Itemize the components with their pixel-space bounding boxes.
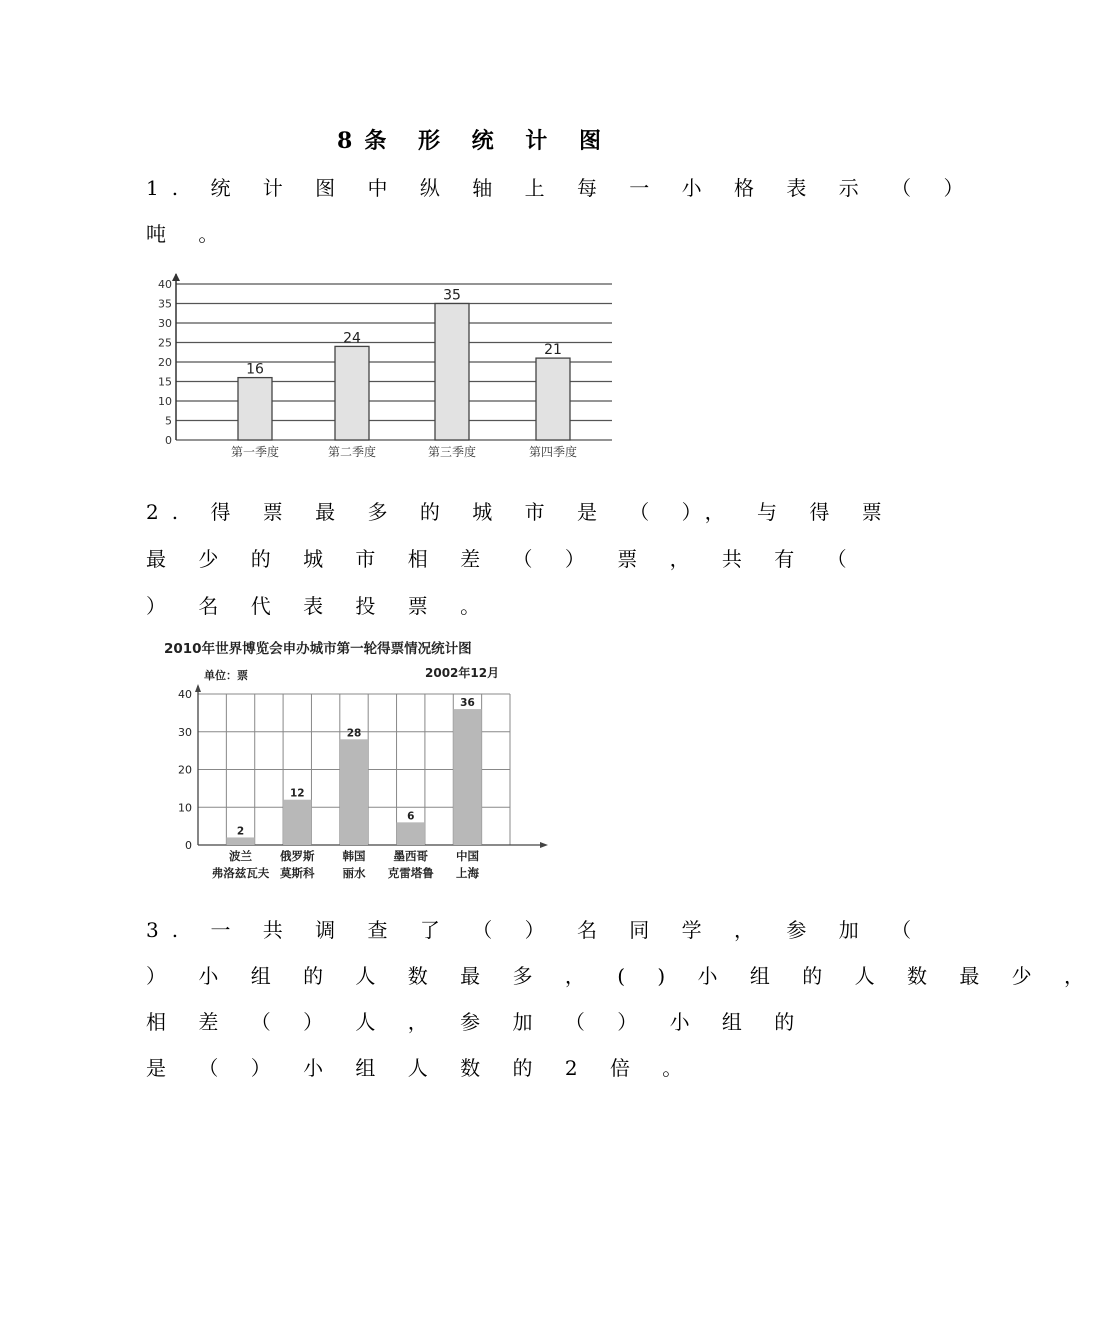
y-tick-label: 0 — [165, 434, 172, 447]
bar — [335, 346, 369, 440]
bar — [453, 709, 481, 845]
x-tick-label-line2: 莫斯科 — [280, 866, 315, 880]
x-tick-label: 中国 — [455, 849, 479, 863]
y-tick-label: 15 — [158, 375, 172, 389]
y-tick-label: 10 — [178, 801, 192, 815]
x-tick-label: 俄罗斯 — [280, 849, 315, 863]
x-tick-label: 第一季度 — [230, 445, 280, 459]
y-tick-label: 0 — [185, 839, 192, 852]
q1-line2: 吨 。 — [146, 222, 232, 246]
y-tick-label: 40 — [178, 688, 192, 701]
data-label: 24 — [343, 330, 361, 347]
y-tick-label: 30 — [158, 317, 172, 330]
chart-title: 2010年世界博览会申办城市第一轮得票情况统计图 — [164, 641, 472, 657]
bar — [283, 800, 311, 845]
expo-vote-bar-chart — [162, 634, 557, 884]
y-tick-label: 30 — [178, 725, 192, 739]
q1-line1: 1. 统 计 图 中 纵 轴 上 每 一 小 格 表 示 （ ） — [146, 176, 977, 200]
unit-label: 单位：票 — [204, 669, 248, 682]
x-tick-label-line2: 弗洛兹瓦夫 — [211, 866, 270, 880]
q2-line2: 最 少 的 城 市 相 差 （ ） 票 ， 共 有 （ — [146, 547, 860, 571]
y-tick-label: 20 — [178, 763, 192, 777]
x-tick-label: 波兰 — [229, 849, 253, 863]
x-tick-label: 第二季度 — [327, 445, 377, 459]
y-tick-label: 25 — [158, 336, 172, 350]
y-tick-label: 5 — [165, 414, 172, 428]
x-tick-label-line2: 丽水 — [342, 866, 366, 880]
date-label: 2002年12月 — [425, 666, 500, 680]
data-label: 21 — [544, 342, 562, 359]
x-tick-label: 第四季度 — [528, 445, 578, 459]
y-axis-arrow-icon — [195, 684, 201, 692]
data-label: 12 — [289, 787, 305, 800]
y-axis-arrow-icon — [172, 273, 180, 281]
x-tick-label: 墨西哥 — [393, 849, 428, 863]
y-tick-label: 10 — [158, 395, 172, 408]
data-label: 36 — [460, 697, 475, 710]
y-tick-label: 35 — [158, 297, 172, 311]
data-label: 35 — [443, 287, 461, 304]
bar — [397, 822, 425, 845]
x-tick-label: 第三季度 — [427, 445, 477, 459]
x-tick-label-line2: 上海 — [455, 866, 479, 880]
data-label: 16 — [246, 361, 264, 378]
y-tick-label: 20 — [158, 356, 172, 369]
x-tick-label-line2: 克雷塔鲁 — [387, 866, 434, 880]
q3-line1: 3. 一 共 调 查 了 （ ） 名 同 学 ， 参 加 （ — [146, 918, 925, 942]
y-tick-label: 40 — [158, 278, 172, 291]
x-axis-arrow-icon — [540, 842, 548, 848]
page-title: 8条 形 统 计 图 — [337, 128, 613, 154]
data-label: 2 — [236, 825, 245, 838]
q3-line4: 是 （ ） 小 组 人 数 的 2 倍 。 — [146, 1056, 696, 1080]
q3-line3: 相 差 （ ） 人 ， 参 加 （ ） 小 组 的 — [146, 1010, 808, 1034]
x-tick-label: 韩国 — [342, 849, 366, 863]
data-label: 28 — [346, 727, 362, 740]
q3-line2: ） 小 组 的 人 数 最 多 ， ( ) 小 组 的 人 数 最 少 ， — [146, 964, 1097, 988]
bar — [226, 837, 254, 845]
bar — [536, 358, 570, 440]
q2-line3: ） 名 代 表 投 票 。 — [146, 594, 494, 618]
bar — [435, 304, 469, 441]
data-label: 6 — [407, 810, 415, 823]
bar — [340, 739, 368, 845]
bar — [238, 378, 272, 440]
quarterly-bar-chart — [148, 272, 618, 462]
q2-line1: 2. 得 票 最 多 的 城 市 是 （ ）， 与 得 票 — [146, 500, 895, 524]
